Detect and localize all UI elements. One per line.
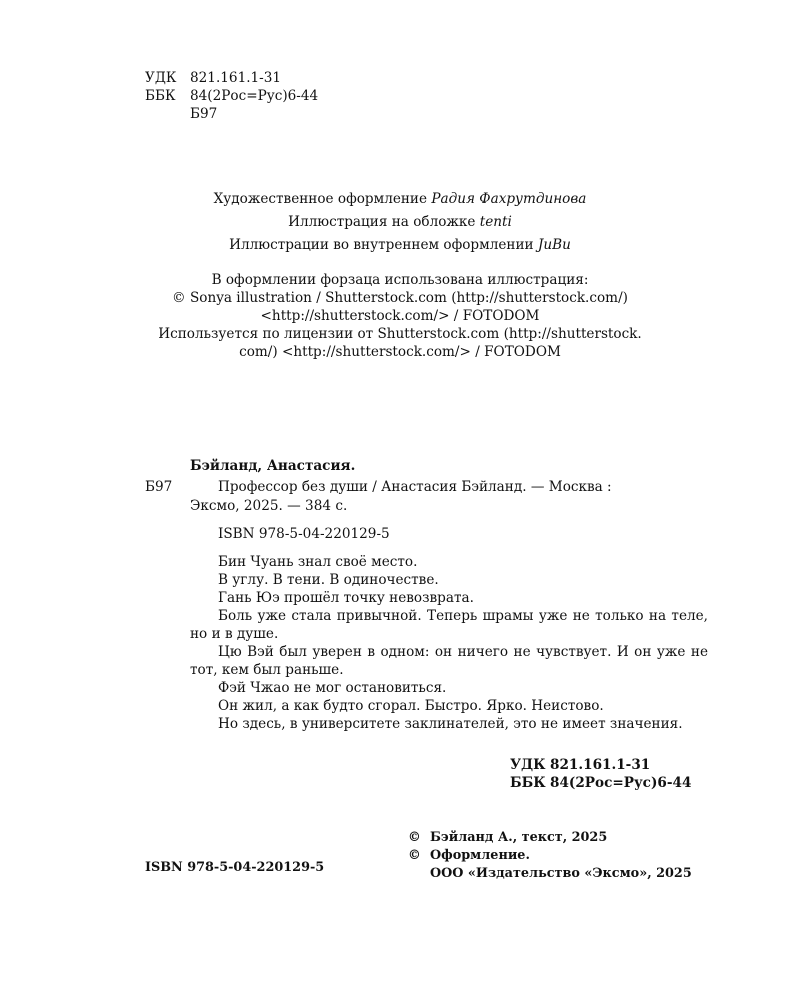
udk-row [145,69,318,87]
udk-value: 821.161.1-31 [190,70,282,86]
endpaper-line: © Sonya illustration / Shutterstock.com (http://shutterstock.com/) [172,290,628,306]
annotation-paragraph: Боль уже стала привычной. Теперь шрамы уже не только на теле, но и в душе. [190,608,708,642]
catalog-udk-row [510,756,691,774]
copyright-line: © Бэйланд А., текст, 2025 [408,830,608,845]
copyright-symbol: © [408,848,421,863]
credit-design: Художественное оформление Радия Фахрутдинова [213,191,587,207]
annotation-paragraph: Фэй Чжао не мог остановиться. [218,680,447,696]
title-line-1: Профессор без души / Анастасия Бэйланд. — Москва : [218,479,612,495]
bbk-row [145,87,318,105]
title-line-2: Эксмо, 2025. — 384 с. [190,498,348,514]
annotation-paragraph: Гань Юэ прошёл точку невозврата. [218,590,474,606]
annotation-paragraph: Но здесь, в университете заклинателей, это не имеет значения. [218,716,683,732]
copyright-block [408,829,692,883]
copyright-line: ООО «Издательство «Эксмо», 2025 [430,866,692,881]
udk-label: УДК [145,70,177,86]
endpaper-line: <http://shutterstock.com/> / FOTODOM [260,308,540,324]
copyright-line: © Оформление. [408,848,530,863]
annotation-paragraph: В углу. В тени. В одиночестве. [218,572,439,588]
bbk-label: ББК [145,88,176,104]
annotation-paragraph: Бин Чуань знал своё место. [218,554,418,570]
bbk-value: 84(2Рос=Рус)6-44 [190,88,319,104]
catalog-udk-label: УДК [510,757,546,773]
catalog-codes [510,756,691,792]
catalog-bbk-row [510,774,691,792]
endpaper-line: Используется по лицензии от Shutterstock.com (http://shutterstock. [158,326,642,342]
annotation [190,553,708,733]
author-mark-row [145,105,318,123]
credit-inner: Иллюстрации во внутреннем оформлении JuBu [229,237,571,253]
footer-isbn: ISBN 978-5-04-220129-5 [145,860,325,875]
inner-artist-name: JuBu [537,237,571,253]
top-classification-codes [145,69,318,123]
designer-name: Радия Фахрутдинова [431,191,587,207]
annotation-paragraph: Цю Вэй был уверен в одном: он ничего не чувствует. И он уже не тот, кем был раньше. [190,644,708,678]
copyright-symbol: © [408,830,421,845]
catalog-mark: Б97 [145,479,173,495]
catalog-bbk-label: ББК [510,775,546,791]
catalog-udk-value: 821.161.1-31 [550,757,651,773]
annotation-paragraph: Он жил, а как будто сгорал. Быстро. Ярко. Неистово. [218,698,604,714]
credit-cover: Иллюстрация на обложке tenti [288,214,512,230]
author-mark: Б97 [190,106,218,122]
author-heading: Бэйланд, Анастасия. [190,458,356,474]
endpaper-line: В оформлении форзаца использована иллюстрация: [211,272,589,288]
endpaper-line: com/) <http://shutterstock.com/> / FOTODOM [239,344,561,360]
cover-artist-name: tenti [479,214,512,230]
catalog-isbn: ISBN 978-5-04-220129-5 [218,526,390,542]
endpaper-info [0,271,800,361]
catalog-bbk-value: 84(2Рос=Рус)6-44 [550,775,692,791]
